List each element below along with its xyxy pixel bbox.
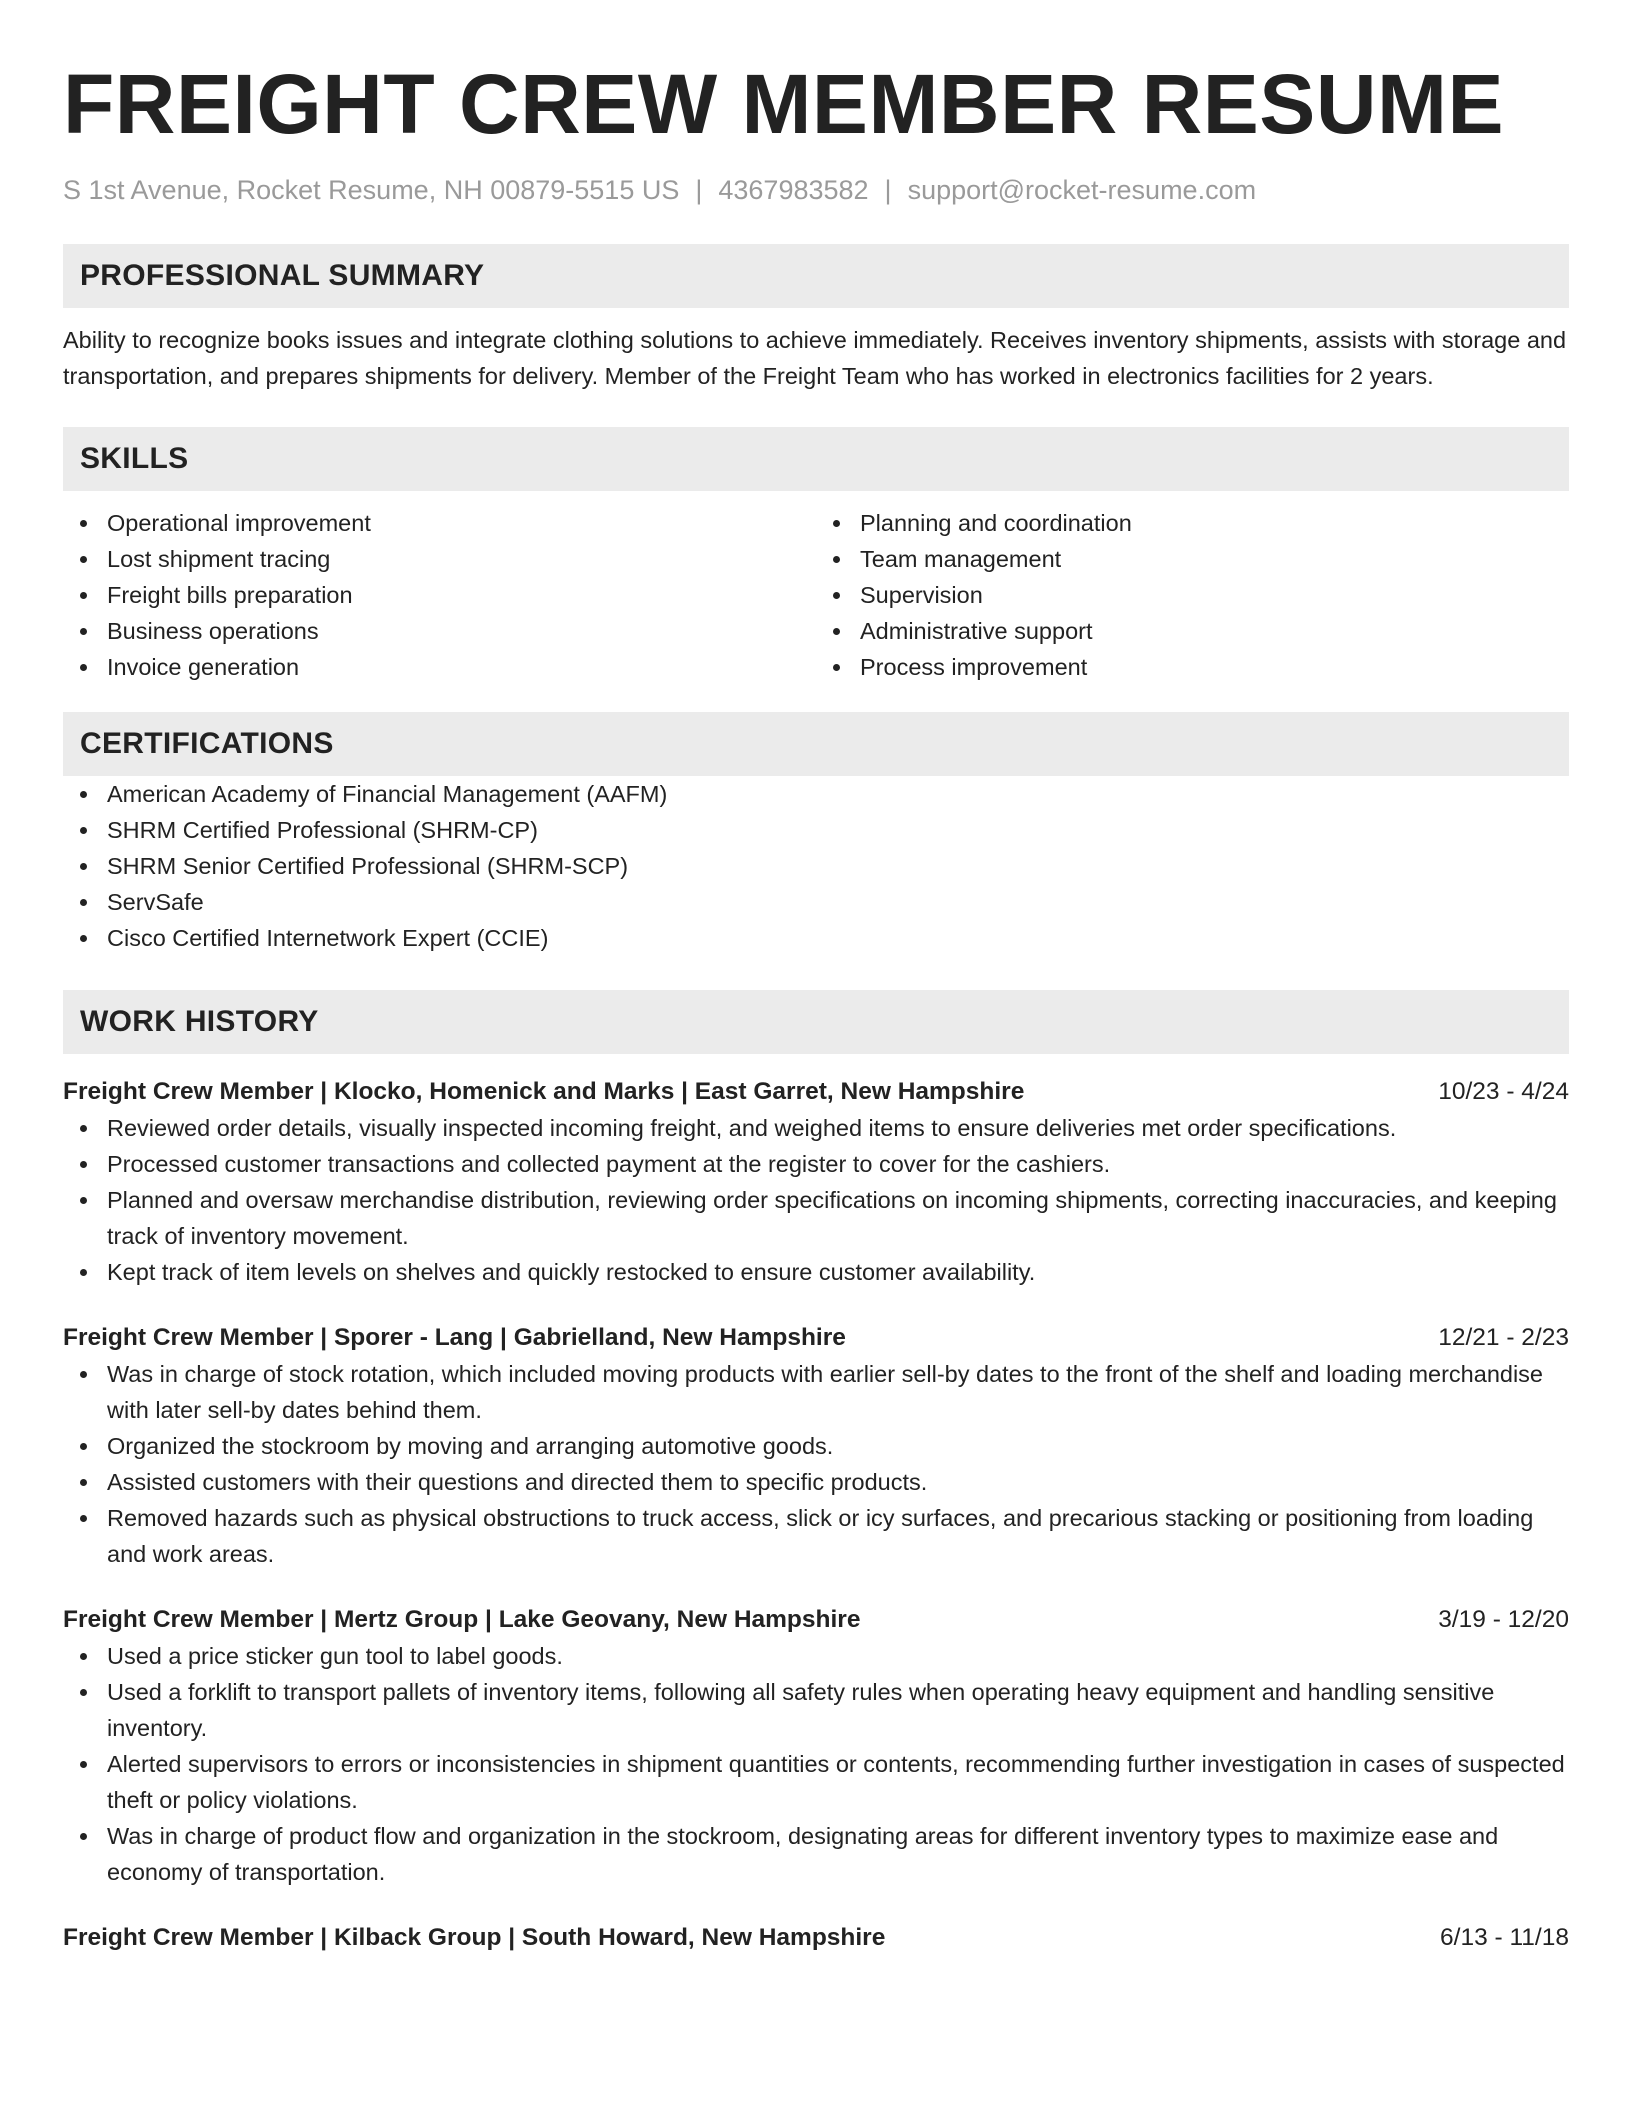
certification-item: SHRM Senior Certified Professional (SHRM-SCP) xyxy=(63,848,1569,884)
summary-text: Ability to recognize books issues and integrate clothing solutions to achieve immediately. Receives inventory shipments, assists with storage and transportation, and prepares shipments for delivery. Member of the Freight Team who has worked in electronics facilities for 2 years. xyxy=(63,327,1567,389)
job-dates: 12/21 - 2/23 xyxy=(1438,1324,1569,1351)
skill-item: Freight bills preparation xyxy=(63,577,816,613)
job-entry xyxy=(63,1602,1569,1890)
skill-item: Planning and coordination xyxy=(816,505,1569,541)
job-title: Freight Crew Member | Kilback Group | South Howard, New Hampshire xyxy=(63,1924,886,1951)
skills-heading: SKILLS xyxy=(63,427,1569,491)
job-duty: Used a forklift to transport pallets of inventory items, following all safety rules when operating heavy equipment and handling sensitive inventory. xyxy=(63,1674,1569,1746)
job-duty: Kept track of item levels on shelves and quickly restocked to ensure customer availability. xyxy=(63,1254,1569,1290)
contact-separator: | xyxy=(695,175,703,205)
certification-item: SHRM Certified Professional (SHRM-CP) xyxy=(63,812,1569,848)
job-duties-list xyxy=(63,1110,1569,1290)
skill-item: Supervision xyxy=(816,577,1569,613)
job-header xyxy=(63,1074,1569,1110)
skill-item: Process improvement xyxy=(816,649,1569,685)
skill-item: Business operations xyxy=(63,613,816,649)
certification-item: American Academy of Financial Management (AAFM) xyxy=(63,776,1569,812)
skills-grid xyxy=(63,505,1569,685)
contact-separator: | xyxy=(884,175,892,205)
certifications-list xyxy=(63,776,1569,956)
contact-address: S 1st Avenue, Rocket Resume, NH 00879-5515 US xyxy=(63,175,680,205)
skill-item: Team management xyxy=(816,541,1569,577)
certification-item: Cisco Certified Internetwork Expert (CCIE) xyxy=(63,920,1569,956)
job-duty: Was in charge of stock rotation, which included moving products with earlier sell-by dates to the front of the shelf and loading merchandise with later sell-by dates behind them. xyxy=(63,1356,1569,1428)
job-entry xyxy=(63,1074,1569,1290)
job-duty: Reviewed order details, visually inspected incoming freight, and weighed items to ensure deliveries met order specifications. xyxy=(63,1110,1569,1146)
resume-title: FREIGHT CREW MEMBER RESUME xyxy=(63,57,1504,151)
skills-list-right xyxy=(816,505,1569,685)
skill-item: Administrative support xyxy=(816,613,1569,649)
contact-line xyxy=(63,172,1569,208)
job-duty: Used a price sticker gun tool to label goods. xyxy=(63,1638,1569,1674)
job-dates: 3/19 - 12/20 xyxy=(1438,1606,1569,1633)
job-duty: Was in charge of product flow and organization in the stockroom, designating areas for different inventory types to maximize ease and economy of transportation. xyxy=(63,1818,1569,1890)
skill-item: Invoice generation xyxy=(63,649,816,685)
job-duty: Alerted supervisors to errors or inconsistencies in shipment quantities or contents, recommending further investigation in cases of suspected theft or policy violations. xyxy=(63,1746,1569,1818)
job-duty: Removed hazards such as physical obstructions to truck access, slick or icy surfaces, and precarious stacking or positioning from loading and work areas. xyxy=(63,1500,1569,1572)
contact-email: support@rocket-resume.com xyxy=(907,175,1257,205)
job-header xyxy=(63,1602,1569,1638)
work-history-heading: WORK HISTORY xyxy=(63,990,1569,1054)
job-dates: 6/13 - 11/18 xyxy=(1440,1924,1569,1951)
job-duty: Organized the stockroom by moving and arranging automotive goods. xyxy=(63,1428,1569,1464)
job-header xyxy=(63,1920,1569,1956)
skill-item: Operational improvement xyxy=(63,505,816,541)
job-entry xyxy=(63,1320,1569,1572)
job-duty: Processed customer transactions and collected payment at the register to cover for the cashiers. xyxy=(63,1146,1569,1182)
skills-list-left xyxy=(63,505,816,685)
contact-phone: 4367983582 xyxy=(718,175,869,205)
job-title: Freight Crew Member | Mertz Group | Lake Geovany, New Hampshire xyxy=(63,1606,861,1633)
job-duties-list xyxy=(63,1638,1569,1890)
job-duty: Planned and oversaw merchandise distribution, reviewing order specifications on incoming shipments, correcting inaccuracies, and keeping track of inventory movement. xyxy=(63,1182,1569,1254)
job-duties-list xyxy=(63,1356,1569,1572)
job-entry xyxy=(63,1920,1569,1956)
skill-item: Lost shipment tracing xyxy=(63,541,816,577)
job-title: Freight Crew Member | Sporer - Lang | Gabrielland, New Hampshire xyxy=(63,1324,846,1351)
certification-item: ServSafe xyxy=(63,884,1569,920)
job-dates: 10/23 - 4/24 xyxy=(1438,1078,1569,1105)
job-title: Freight Crew Member | Klocko, Homenick and Marks | East Garret, New Hampshire xyxy=(63,1078,1025,1105)
summary-heading: PROFESSIONAL SUMMARY xyxy=(63,244,1569,308)
certifications-heading: CERTIFICATIONS xyxy=(63,712,1569,776)
job-duty: Assisted customers with their questions and directed them to specific products. xyxy=(63,1464,1569,1500)
job-header xyxy=(63,1320,1569,1356)
